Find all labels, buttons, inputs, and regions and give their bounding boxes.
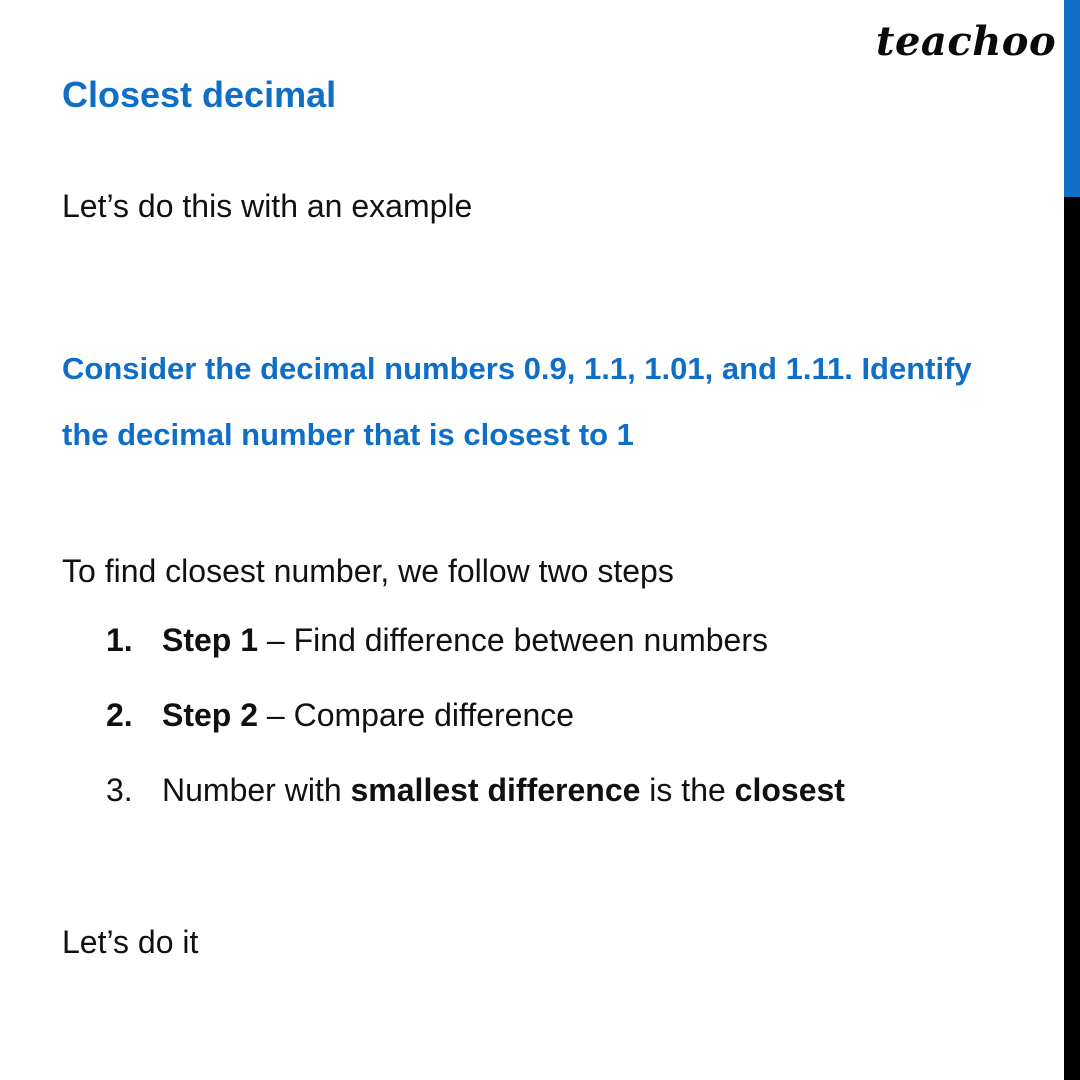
step-number: 2. (106, 697, 133, 733)
step-item (106, 772, 845, 847)
intro-text: Let’s do this with an example (62, 188, 473, 224)
step-item (106, 622, 845, 697)
question-line-2: the decimal number that is closest to 1 (62, 417, 634, 452)
side-bar (1064, 197, 1080, 1080)
step-text: Number with (162, 772, 351, 808)
question-text (62, 336, 1032, 468)
side-accent-bar (1064, 0, 1080, 197)
question-line-1: Consider the decimal numbers 0.9, 1.1, 1.01, and 1.11. Identify (62, 351, 972, 386)
step-label: Step 1 (162, 622, 259, 658)
steps-list (106, 622, 845, 847)
step-text: – Find difference between numbers (258, 622, 768, 658)
slide-title: Closest decimal (62, 74, 337, 115)
step-item (106, 697, 845, 772)
steps-intro: To find closest number, we follow two steps (62, 553, 674, 589)
outro-text: Let’s do it (62, 924, 199, 960)
step-number: 1. (106, 622, 133, 658)
step-number: 3. (106, 772, 133, 808)
step-text: – Compare difference (258, 697, 575, 733)
step-label: Step 2 (162, 697, 259, 733)
step-text: is the (640, 772, 735, 808)
emphasis: smallest difference (350, 772, 641, 808)
teachoo-logo: teachoo (876, 18, 1057, 65)
emphasis: closest (734, 772, 845, 808)
